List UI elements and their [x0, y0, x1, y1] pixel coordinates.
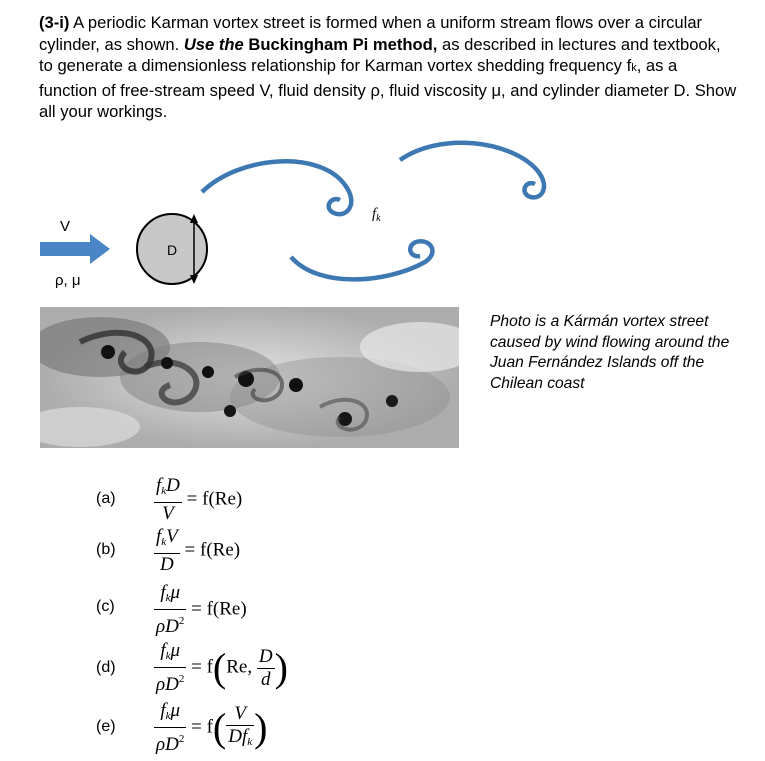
option-c-label: (c) [96, 598, 115, 615]
option-a-label: (a) [96, 490, 116, 507]
option-e-equation: $\frac{f_k\mu}{\rho D^2}$ = f( $\frac{V}{Df_k}$ ) [156, 700, 268, 755]
option-d-equation: $\frac{f_k\mu}{\rho D^2}$ = f(Re, $\frac{D}{d}$ ) [156, 640, 288, 695]
diameter-arrow-top-icon [190, 214, 198, 223]
fluid-props-label: ρ, μ [55, 272, 81, 289]
option-d-label: (d) [96, 659, 116, 676]
velocity-label: V [60, 218, 71, 235]
question-number: (3-i) [39, 13, 70, 32]
option-c-equation: $\frac{f_k\mu}{\rho D^2}$ = f(Re) [156, 582, 247, 637]
option-e-label: (e) [96, 718, 116, 735]
photo-caption: Photo is a Kármán vortex street caused by wind flowing around the Juan Fernández Islands off the Chilean coast [490, 313, 730, 392]
use-the-emphasis: Use the [183, 34, 244, 54]
upper-vortex-2 [400, 143, 544, 198]
option-b-equation: $\frac{f_kV}{D}$ = f(Re) [156, 526, 241, 575]
shedding-frequency-label: $f_k$ [372, 206, 381, 224]
diameter-arrow-bottom-icon [190, 275, 198, 284]
upper-vortex-1 [202, 161, 351, 214]
flow-arrow-icon [40, 234, 110, 264]
lower-vortex [291, 241, 432, 279]
buckingham-emphasis: Buckingham Pi method, [243, 34, 438, 54]
vortex-street-photo [40, 307, 459, 448]
option-b-label: (b) [96, 541, 116, 558]
diameter-label: D [167, 242, 178, 258]
option-a-equation: $\frac{f_kD}{V}$ = f(Re) [156, 475, 243, 524]
vortex-diagram [0, 0, 765, 310]
question-text: (3-i) A periodic Karman vortex street is formed when a uniform stream flows over a circular cylinder, as shown. Use the Buckingham Pi method, as described in lectures and textbook, to generate a dimensionless relationship for Karman vortex shedding frequency fk, as a function of free-stream speed V, fluid density ρ, fluid viscosity μ, and cylinder diameter D. Show all your workings. [39, 13, 737, 122]
